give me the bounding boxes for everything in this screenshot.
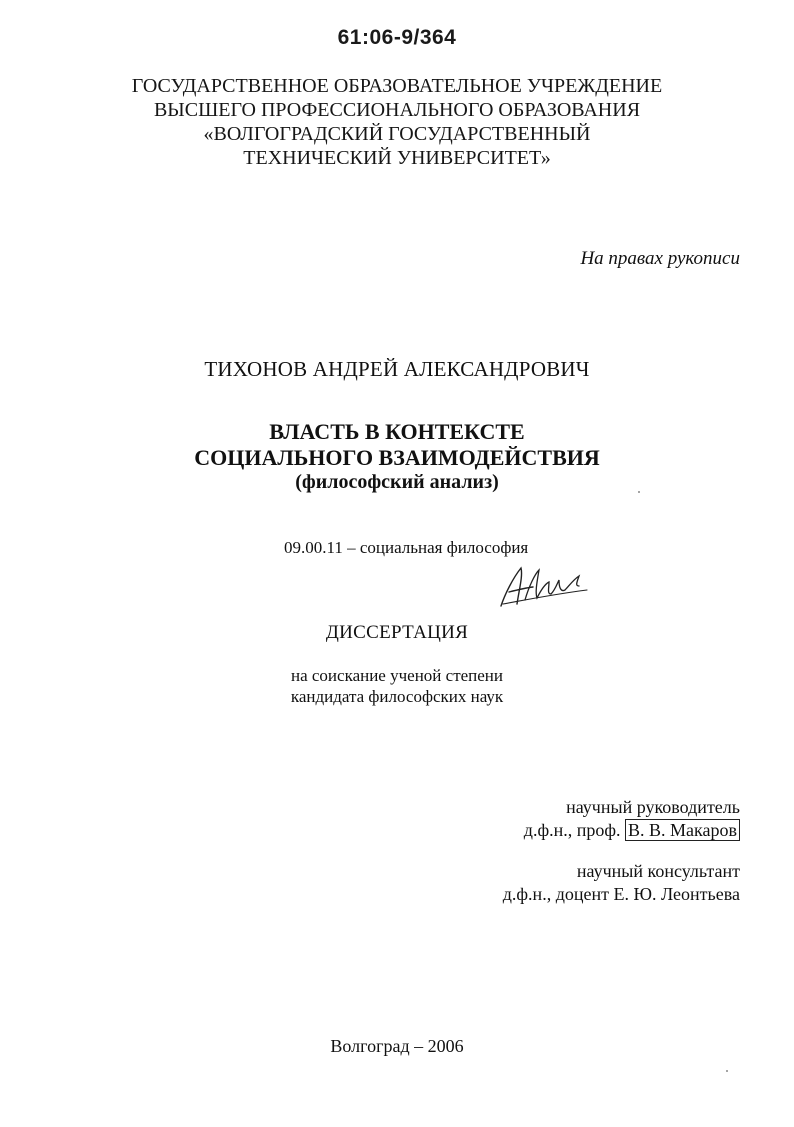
author-name: ТИХОНОВ АНДРЕЙ АЛЕКСАНДРОВИЧ xyxy=(204,357,590,381)
supervisor-name: В. В. Макаров xyxy=(625,819,740,841)
consultant-block xyxy=(503,860,740,906)
specialty-code: 09.00.11 – социальная философия xyxy=(284,538,529,557)
dissertation-title xyxy=(0,419,794,471)
institution-line: «ВОЛГОГРАДСКИЙ ГОСУДАРСТВЕННЫЙ xyxy=(203,123,591,145)
scan-speck xyxy=(638,491,640,493)
institution-line: ТЕХНИЧЕСКИЙ УНИВЕРСИТЕТ» xyxy=(243,147,551,169)
degree-info xyxy=(0,665,794,707)
consultant-role: научный консультант xyxy=(576,861,740,881)
consultant-details: д.ф.н., доцент Е. Ю. Леонтьева xyxy=(502,884,740,904)
document-type: ДИССЕРТАЦИЯ xyxy=(325,622,469,643)
supervisor-role: научный руководитель xyxy=(566,797,740,817)
dissertation-subtitle: (философский анализ) xyxy=(295,471,499,493)
scan-speck xyxy=(726,1070,728,1072)
institution-line: ВЫСШЕГО ПРОФЕССИОНАЛЬНОГО ОБРАЗОВАНИЯ xyxy=(153,99,641,121)
institution-header xyxy=(0,74,794,170)
supervisor-block xyxy=(524,796,740,842)
title-line-1: ВЛАСТЬ В КОНТЕКСТЕ xyxy=(269,419,525,444)
handwritten-signature xyxy=(495,560,595,612)
supervisor-line xyxy=(524,819,740,842)
archive-stamp: 61:06-9/364 xyxy=(337,26,457,49)
place-and-year: Волгоград – 2006 xyxy=(330,1036,464,1056)
manuscript-rights: На правах рукописи xyxy=(580,248,740,269)
degree-line-2: кандидата философских наук xyxy=(290,687,504,706)
supervisor-credentials: д.ф.н., проф. xyxy=(523,820,621,840)
degree-line-1: на соискание ученой степени xyxy=(290,666,504,685)
institution-line: ГОСУДАРСТВЕННОЕ ОБРАЗОВАТЕЛЬНОЕ УЧРЕЖДЕНИЕ xyxy=(131,75,663,97)
title-line-2: СОЦИАЛЬНОГО ВЗАИМОДЕЙСТВИЯ xyxy=(194,445,600,470)
